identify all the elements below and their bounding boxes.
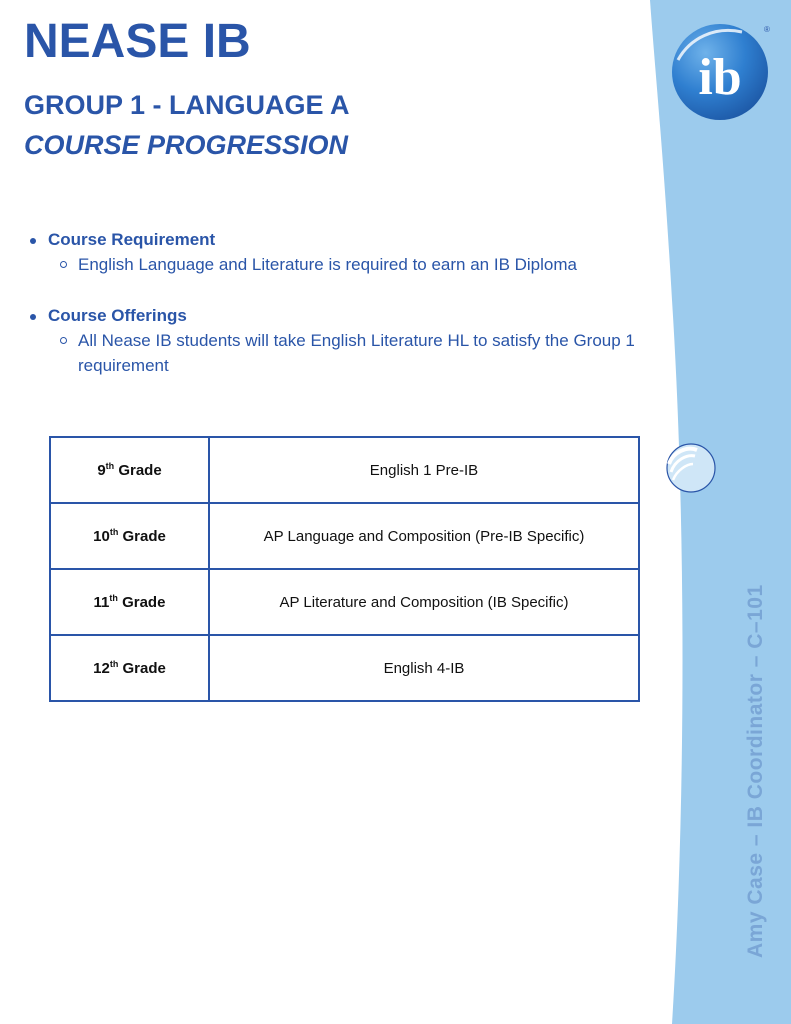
grade-cell: 10th Grade: [50, 503, 209, 569]
section-heading: Course Offerings: [48, 306, 187, 325]
coordinator-vertical-text: Amy Case – IB Coordinator – C–101: [744, 584, 767, 958]
sub-bullet-text: English Language and Literature is required to earn an IB Diploma: [78, 255, 577, 274]
logo-registered-mark: ®: [764, 25, 770, 34]
section-heading: Course Requirement: [48, 230, 216, 249]
sub-bullet-item: [28, 328, 638, 378]
page-title: NEASE IB: [24, 15, 251, 68]
page-subtitle: GROUP 1 - LANGUAGE A: [24, 90, 350, 120]
bullet-item: [28, 304, 638, 328]
bullet-item: [28, 228, 638, 252]
course-cell: AP Language and Composition (Pre-IB Specific): [209, 503, 639, 569]
table-row: [50, 437, 639, 503]
grade-cell: 9th Grade: [50, 437, 209, 503]
section-requirement: [28, 228, 638, 277]
course-table: [49, 436, 640, 702]
sub-bullet-text: All Nease IB students will take English Literature HL to satisfy the Group 1 requirement: [78, 331, 635, 375]
course-cell: English 4-IB: [209, 635, 639, 701]
ib-swirl-icon: [665, 442, 717, 494]
table-row: [50, 635, 639, 701]
page-subtitle-italic: COURSE PROGRESSION: [24, 130, 349, 160]
sub-bullet-ring-icon: [60, 261, 67, 268]
course-cell: English 1 Pre-IB: [209, 437, 639, 503]
section-offerings: [28, 304, 638, 378]
logo-text: ib: [698, 49, 742, 106]
table-row: [50, 503, 639, 569]
ib-logo-icon: [670, 20, 772, 122]
sub-bullet-item: [28, 252, 638, 277]
sub-bullet-ring-icon: [60, 337, 67, 344]
bullet-dot-icon: [30, 314, 36, 320]
grade-cell: 11th Grade: [50, 569, 209, 635]
table-row: [50, 569, 639, 635]
course-cell: AP Literature and Composition (IB Specific): [209, 569, 639, 635]
grade-cell: 12th Grade: [50, 635, 209, 701]
bullet-dot-icon: [30, 238, 36, 244]
